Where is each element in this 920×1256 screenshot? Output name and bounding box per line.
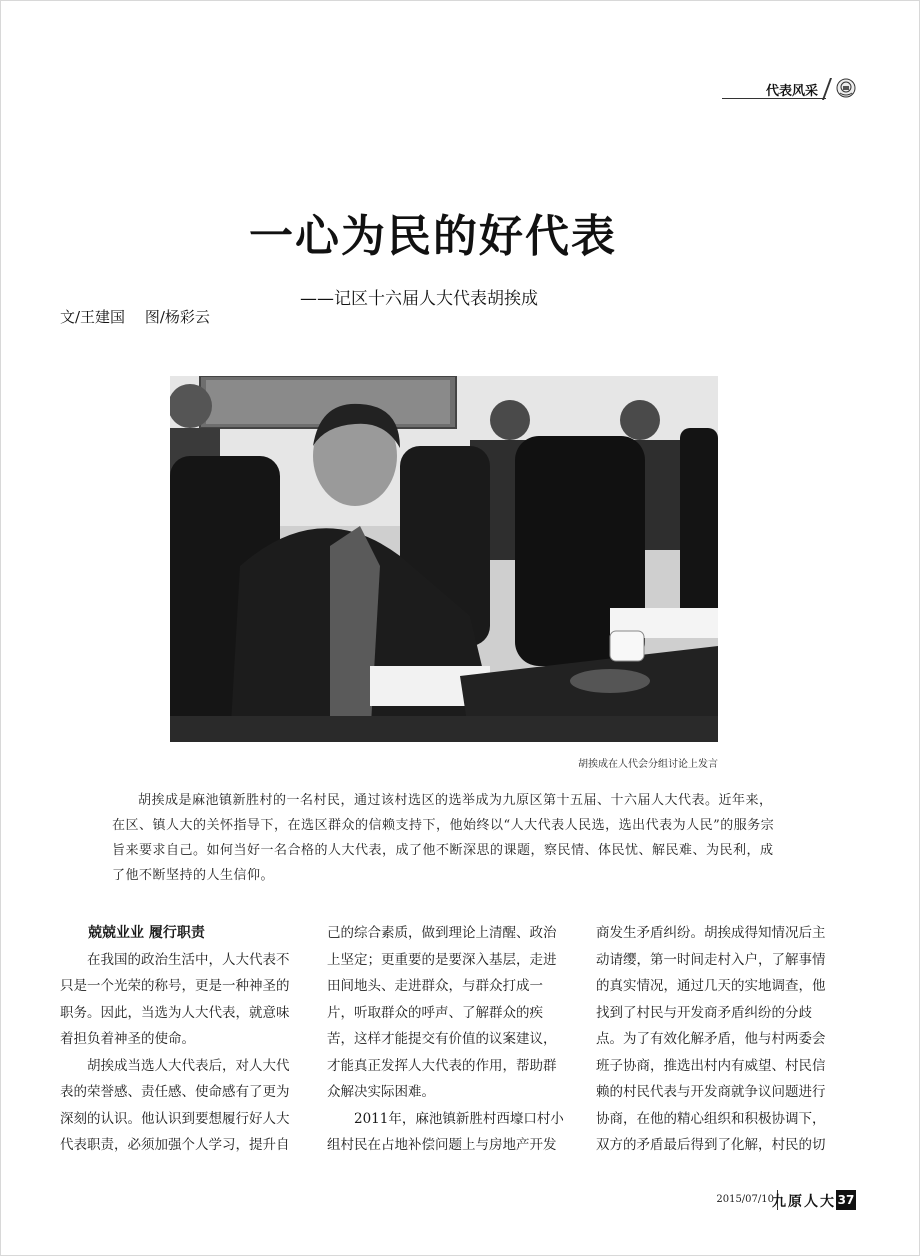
column-3-paragraph-1: 商发生矛盾纠纷。胡挨成得知情况后主动请缨，第一时间走村入户，了解事情的真实情况，通过几天的实地调查，他找到了村民与开发商矛盾纠纷的分歧点。为了有效化解矛盾，他与村两委会班子协商，推选出村内有威望、村民信赖的村民代表与开发商就争议问题进行协商，在他的精心组织和积极协调下，双方的矛盾最后得到了化解，村民的切	[596, 925, 826, 1153]
section-slash	[822, 78, 832, 100]
article-lead	[112, 788, 780, 888]
article-title: 一心为民的好代表	[249, 211, 617, 262]
page-number: 37	[836, 1190, 856, 1210]
magazine-name: 九原人大	[772, 1194, 836, 1210]
national-emblem-icon	[836, 78, 856, 98]
issue-date: 2015/07/10	[716, 1194, 774, 1205]
page-footer	[700, 1190, 860, 1212]
section-label: 代表风采	[765, 84, 818, 99]
section-heading: 兢兢业业 履行职责	[88, 925, 205, 941]
lead-paragraph: 胡挨成是麻池镇新胜村的一名村民，通过该村选区的选举成为九原区第十五届、十六届人大代表。近年来，在区、镇人大的关怀指导下，在选区群众的信赖支持下，他始终以“人大代表人民选，选出代表为人民”的服务宗旨来要求自己。如何当好一名合格的人大代表，成了他不断深思的课题，察民情、体民忧、解民难、为民利，成了他不断坚持的人生信仰。	[112, 793, 775, 883]
column-3	[596, 920, 834, 1159]
column-2	[327, 920, 565, 1159]
article-byline: 文/王建国 图/杨彩云	[60, 308, 210, 326]
column-1	[60, 920, 298, 1159]
photo-caption: 胡挨成在人代会分组讨论上发言	[578, 759, 718, 770]
column-1-paragraph-1: 在我国的政治生活中，人大代表不只是一个光荣的称号，更是一种神圣的职务。因此，当选为人大代表，就意味着担负着神圣的使命。	[60, 951, 290, 1047]
column-2-paragraph-2: 2011年，麻池镇新胜村西壕口村小组村民在占地补偿问题上与房地产开发	[327, 1110, 564, 1153]
section-header	[722, 78, 862, 102]
meeting-photo-illustration	[170, 376, 718, 742]
article-photo	[170, 376, 718, 742]
column-1-paragraph-2: 胡挨成当选人大代表后，对人大代表的荣誉感、责任感、使命感有了更为深刻的认识。他认识到要想履行好人大代表职责，必须加强个人学习，提升自	[60, 1057, 290, 1153]
article-subtitle: ——记区十六届人大代表胡挨成	[300, 289, 538, 309]
column-2-paragraph-1: 己的综合素质，做到理论上清醒、政治上坚定；更重要的是要深入基层，走进田间地头、走进群众，与群众打成一片，听取群众的呼声、了解群众的疾苦，这样才能提交有价值的议案建议，才能真正发挥人大代表的作用，帮助群众解决实际困难。	[327, 925, 557, 1100]
